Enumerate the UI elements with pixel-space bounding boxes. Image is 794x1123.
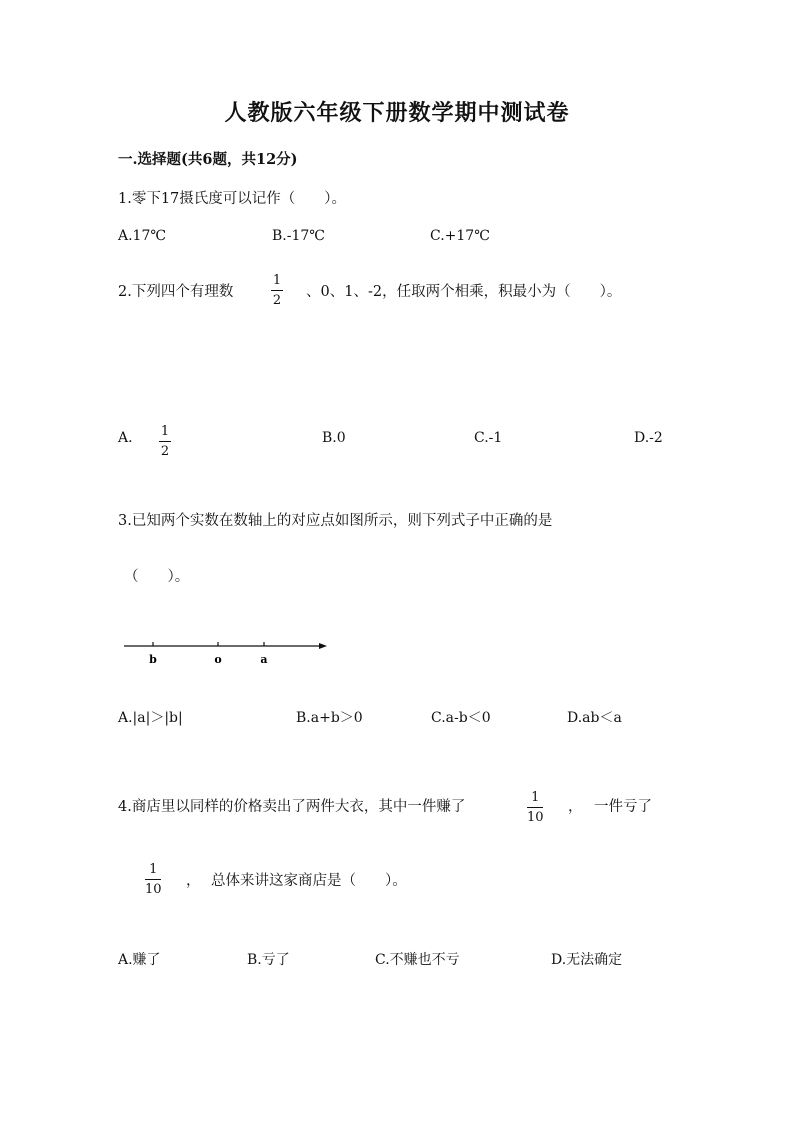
question-4-comma-2: ， [186,873,201,889]
question-2-option-d[interactable]: D.-2 [634,430,663,446]
question-2-option-a-label[interactable]: A. [118,430,133,446]
axis-label-b: b [149,653,157,666]
fraction-numerator: 1 [531,790,540,805]
question-4-fraction-1 [527,791,544,824]
number-line-figure [118,636,332,670]
question-1-stem: 1.零下17摄氏度可以记作（ ）。 [118,191,347,207]
question-4-option-b[interactable]: B.亏了 [247,952,290,968]
question-4-stem-part-3: 总体来讲这家商店是（ ）。 [211,873,407,889]
fraction-numerator: 1 [149,862,158,877]
axis-label-o: o [214,653,222,666]
question-2-stem-end: 、0、1、-2，任取两个相乘，积最小为（ ）。 [306,284,622,300]
question-4-option-a[interactable]: A.赚了 [118,952,161,968]
question-4-option-c[interactable]: C.不赚也不亏 [375,952,460,968]
fraction-denominator: 2 [272,293,282,308]
question-1-option-c[interactable]: C.+17℃ [430,228,490,244]
question-4-stem-part-1: 4.商店里以同样的价格卖出了两件大衣，其中一件赚了 [118,799,466,815]
number-line-arrow [319,643,327,649]
question-2-stem-start: 2.下列四个有理数 [118,284,234,300]
question-4-comma-1: ， [568,799,583,815]
question-3-option-b[interactable]: B.a+b＞0 [296,710,363,726]
question-3-stem-line-1: 3.已知两个实数在数轴上的对应点如图所示，则下列式子中正确的是 [118,513,553,529]
question-4-stem-part-2: 一件亏了 [594,799,652,815]
question-3-option-d[interactable]: D.ab＜a [567,710,622,726]
fraction-denominator: 10 [145,882,162,897]
fraction-bar [159,441,171,442]
question-2-option-c[interactable]: C.-1 [474,430,503,446]
page-title: 人教版六年级下册数学期中测试卷 [224,100,570,126]
question-3-option-a[interactable]: A.|a|＞|b| [118,710,183,726]
fraction-denominator: 2 [160,444,170,459]
fraction-bar [145,879,161,880]
fraction-numerator: 1 [272,273,282,288]
question-3-stem-line-2: （ ）。 [124,569,190,585]
question-4-option-d[interactable]: D.无法确定 [551,952,623,968]
question-2-fraction [271,274,283,307]
fraction-bar [271,290,283,291]
question-1-option-a[interactable]: A.17℃ [118,228,167,244]
axis-label-a: a [260,653,268,666]
question-2-option-a-fraction[interactable] [159,425,171,458]
section-heading: 一.选择题(共6题，共12分) [118,151,298,168]
question-3-option-c[interactable]: C.a-b＜0 [431,710,491,726]
question-4-fraction-2 [145,863,162,896]
fraction-numerator: 1 [160,424,170,439]
question-1-option-b[interactable]: B.-17℃ [272,228,325,244]
fraction-denominator: 10 [527,810,544,825]
question-2-option-b[interactable]: B.0 [322,430,346,446]
fraction-bar [527,807,543,808]
